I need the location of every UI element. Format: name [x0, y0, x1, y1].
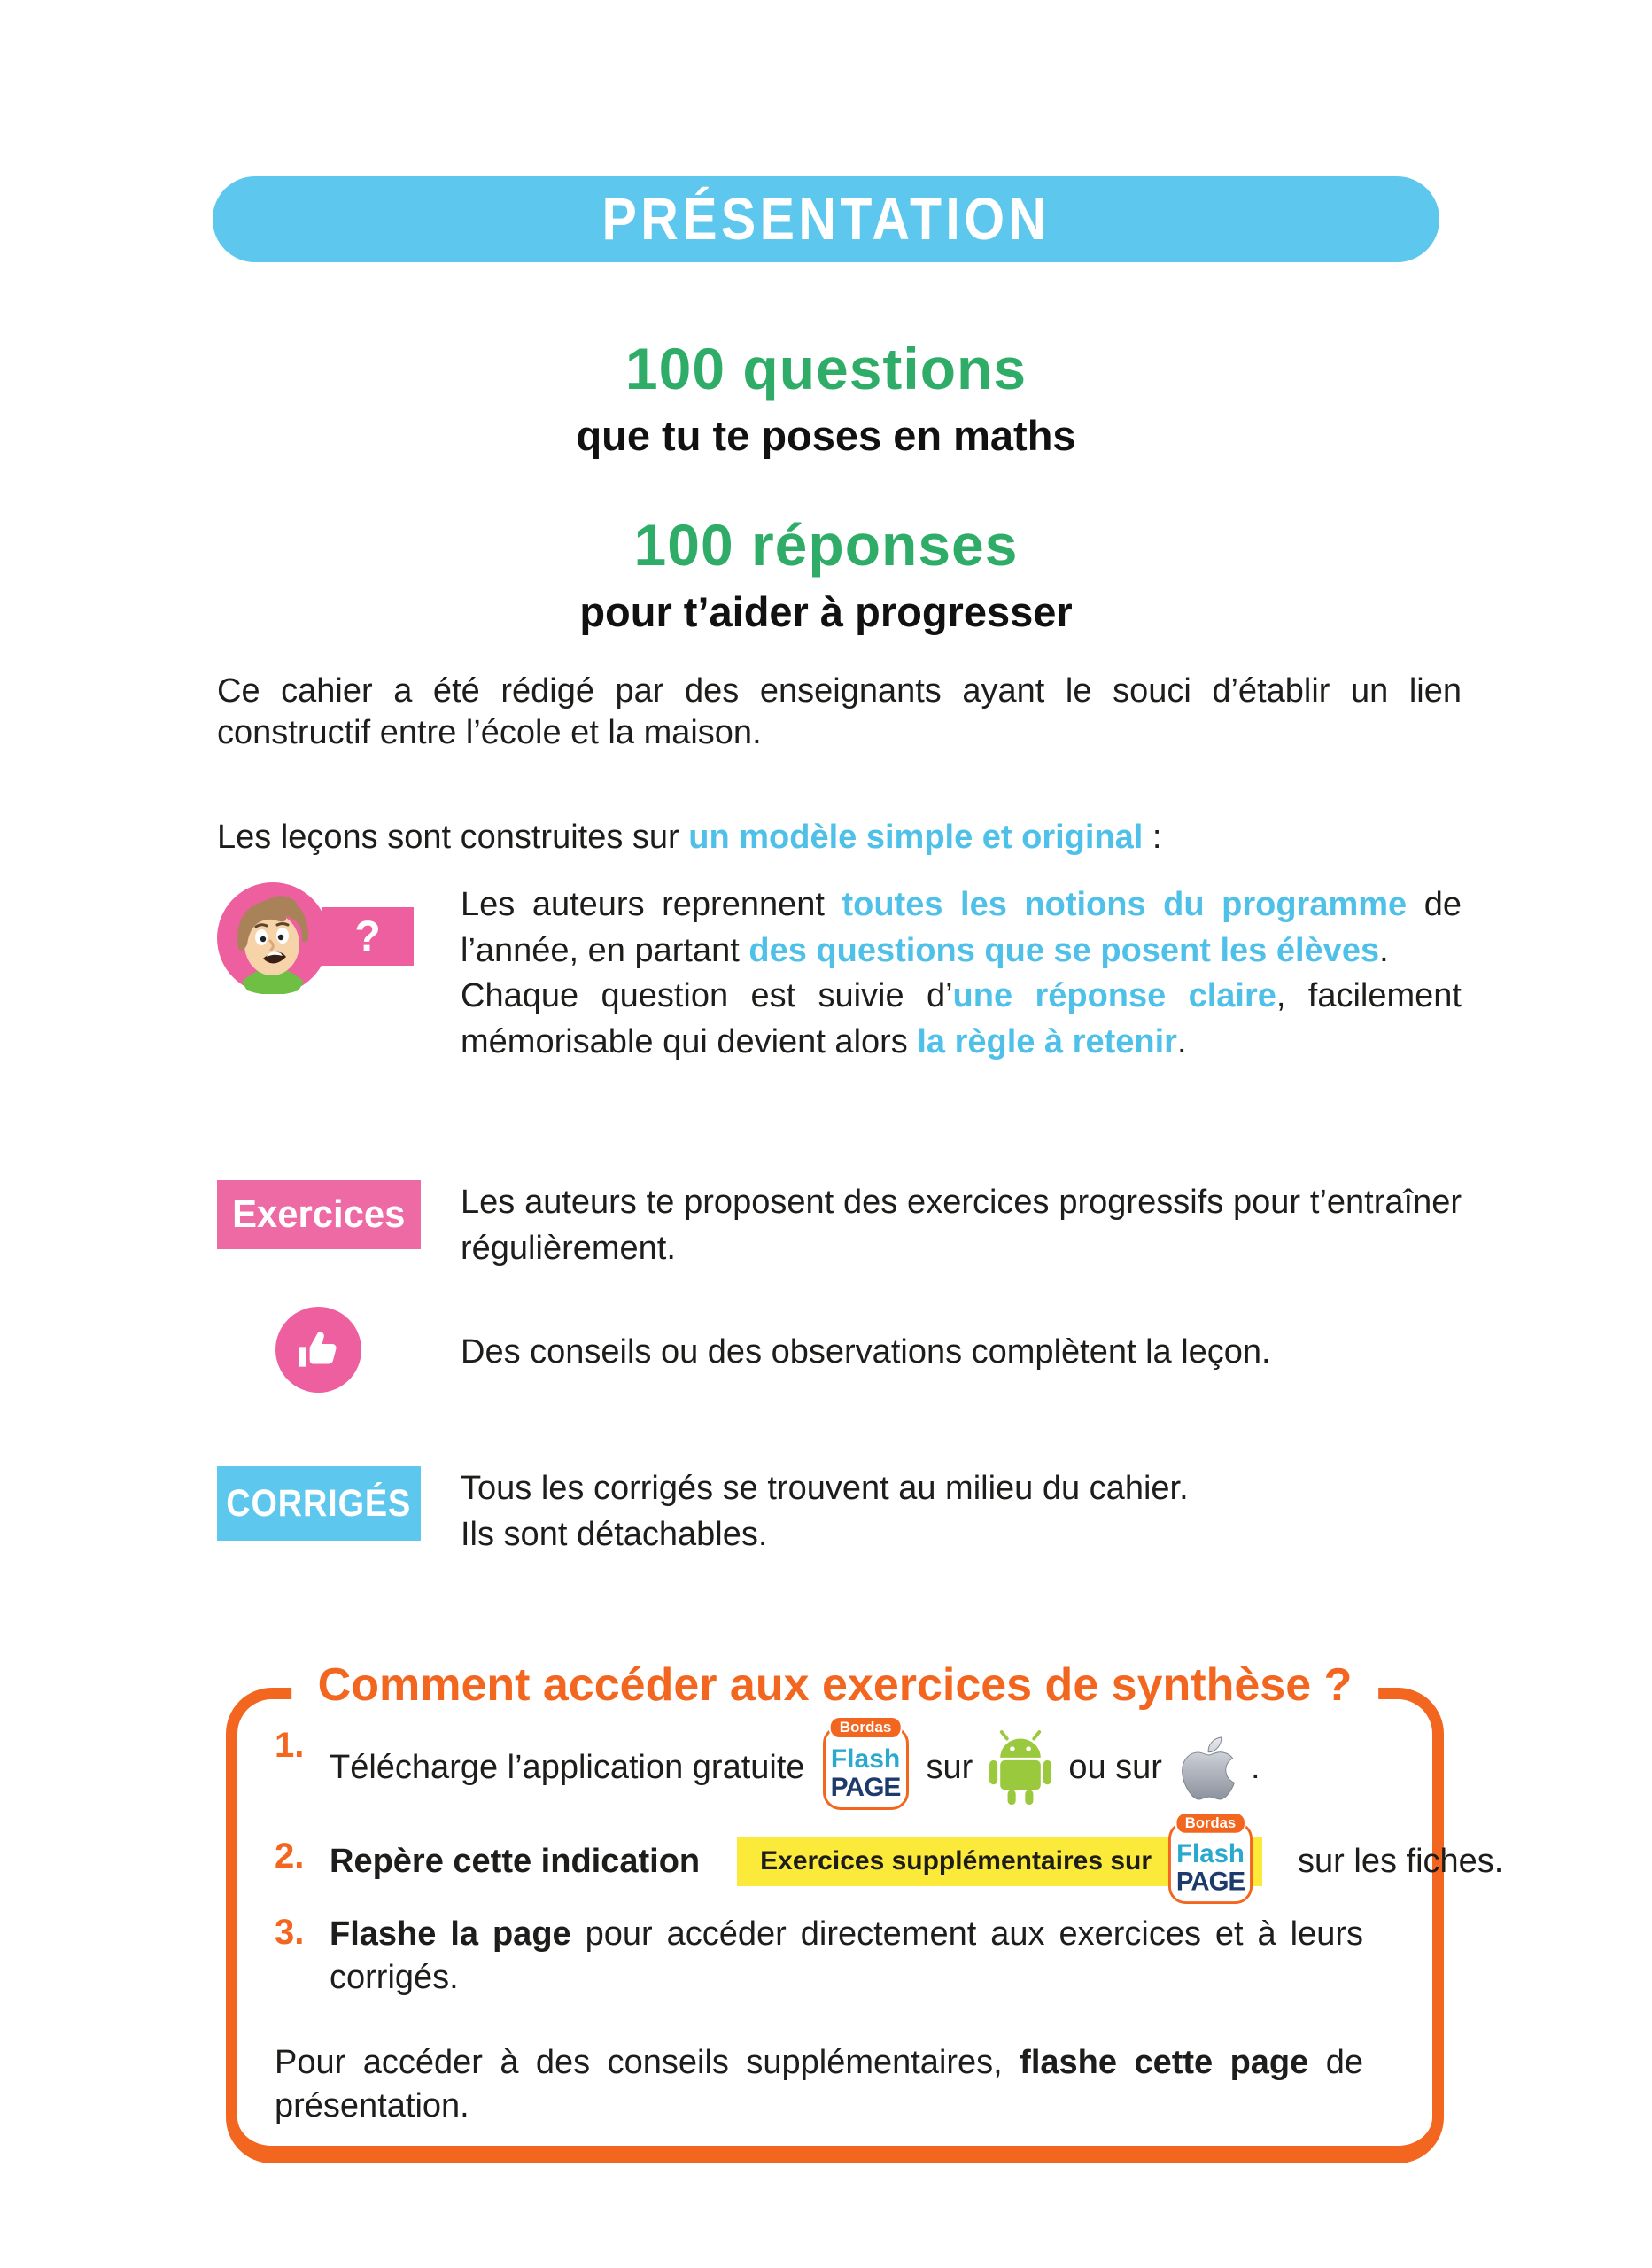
- synthese-box: [226, 1659, 1504, 2163]
- exercices-badge: Exercices: [217, 1180, 421, 1249]
- thumbs-up-icon: [275, 1307, 361, 1393]
- feature-conseils: [217, 1307, 1462, 1393]
- indication-badge: Exercices supplémentaires sur Bordas Flash PAGE: [737, 1837, 1262, 1886]
- item-number: 1.: [275, 1726, 305, 1765]
- responses-title: 100 réponses: [633, 512, 1019, 578]
- question-mark-icon: ?: [322, 907, 414, 966]
- intro-paragraph: Ce cahier a été rédigé par des enseignants ayant le souci d’établir un lien constructif entre l’école et la maison.: [217, 672, 1462, 752]
- intro-headings: [0, 335, 1652, 636]
- page-title: PRÉSENTATION: [601, 186, 1051, 252]
- feature-exercices: [217, 1180, 1462, 1271]
- flashpage-logo: Bordas Flash PAGE: [823, 1726, 909, 1810]
- corriges-feature-text: Tous les corrigés se trouvent au milieu du cahier. Ils sont détachables.: [461, 1470, 1189, 1553]
- item-number: 2.: [275, 1837, 305, 1876]
- synthese-item-3-text: Flashe la page pour accéder directement aux exercices et à leurs corrigés.: [330, 1915, 1363, 1997]
- feature-question: [217, 882, 1462, 1066]
- exercices-feature-text: Les auteurs te proposent des exercices progressifs pour t’entraîner régulièrement.: [461, 1184, 1462, 1267]
- question-feature-text: Les auteurs reprennent toutes les notions du programme de l’année, en partant des questions que se posent les élèves. Chaque question est suivie d’une réponse claire, facilement mémorisable qui devient alors la règle à retenir.: [461, 886, 1462, 1061]
- synthese-item-2: 2. Repère cette indication Exercices supplémentaires sur Bordas Flash PAGE sur les fiches.: [275, 1837, 1363, 1886]
- corriges-badge: CORRIGÉS: [217, 1466, 421, 1541]
- question-character-icon: [217, 882, 329, 994]
- conseils-feature-text: Des conseils ou des observations complètent la leçon.: [461, 1333, 1271, 1371]
- feature-corriges: [217, 1466, 1462, 1557]
- responses-subtitle: pour t’aider à progresser: [579, 588, 1073, 635]
- synthese-box-title: Comment accéder aux exercices de synthèse ?: [291, 1658, 1379, 1712]
- synthese-item-3: [275, 1913, 1363, 2000]
- flashpage-logo: Bordas Flash PAGE: [1168, 1821, 1253, 1903]
- synthese-footer: Pour accéder à des conseils supplémentaires, flashe cette page de présentation.: [275, 2043, 1363, 2125]
- presentation-banner: [213, 176, 1439, 262]
- android-icon: [987, 1730, 1054, 1806]
- synthese-item-1: 1. Télécharge l’application gratuite Bordas Flash PAGE sur ou sur .: [275, 1726, 1363, 1810]
- item-number: 3.: [275, 1913, 305, 1952]
- model-line: Les leçons sont construites sur un modèle simple et original :: [217, 819, 1162, 856]
- questions-subtitle: que tu te poses en maths: [576, 412, 1076, 459]
- apple-icon: [1178, 1733, 1247, 1804]
- questions-title: 100 questions: [624, 336, 1028, 401]
